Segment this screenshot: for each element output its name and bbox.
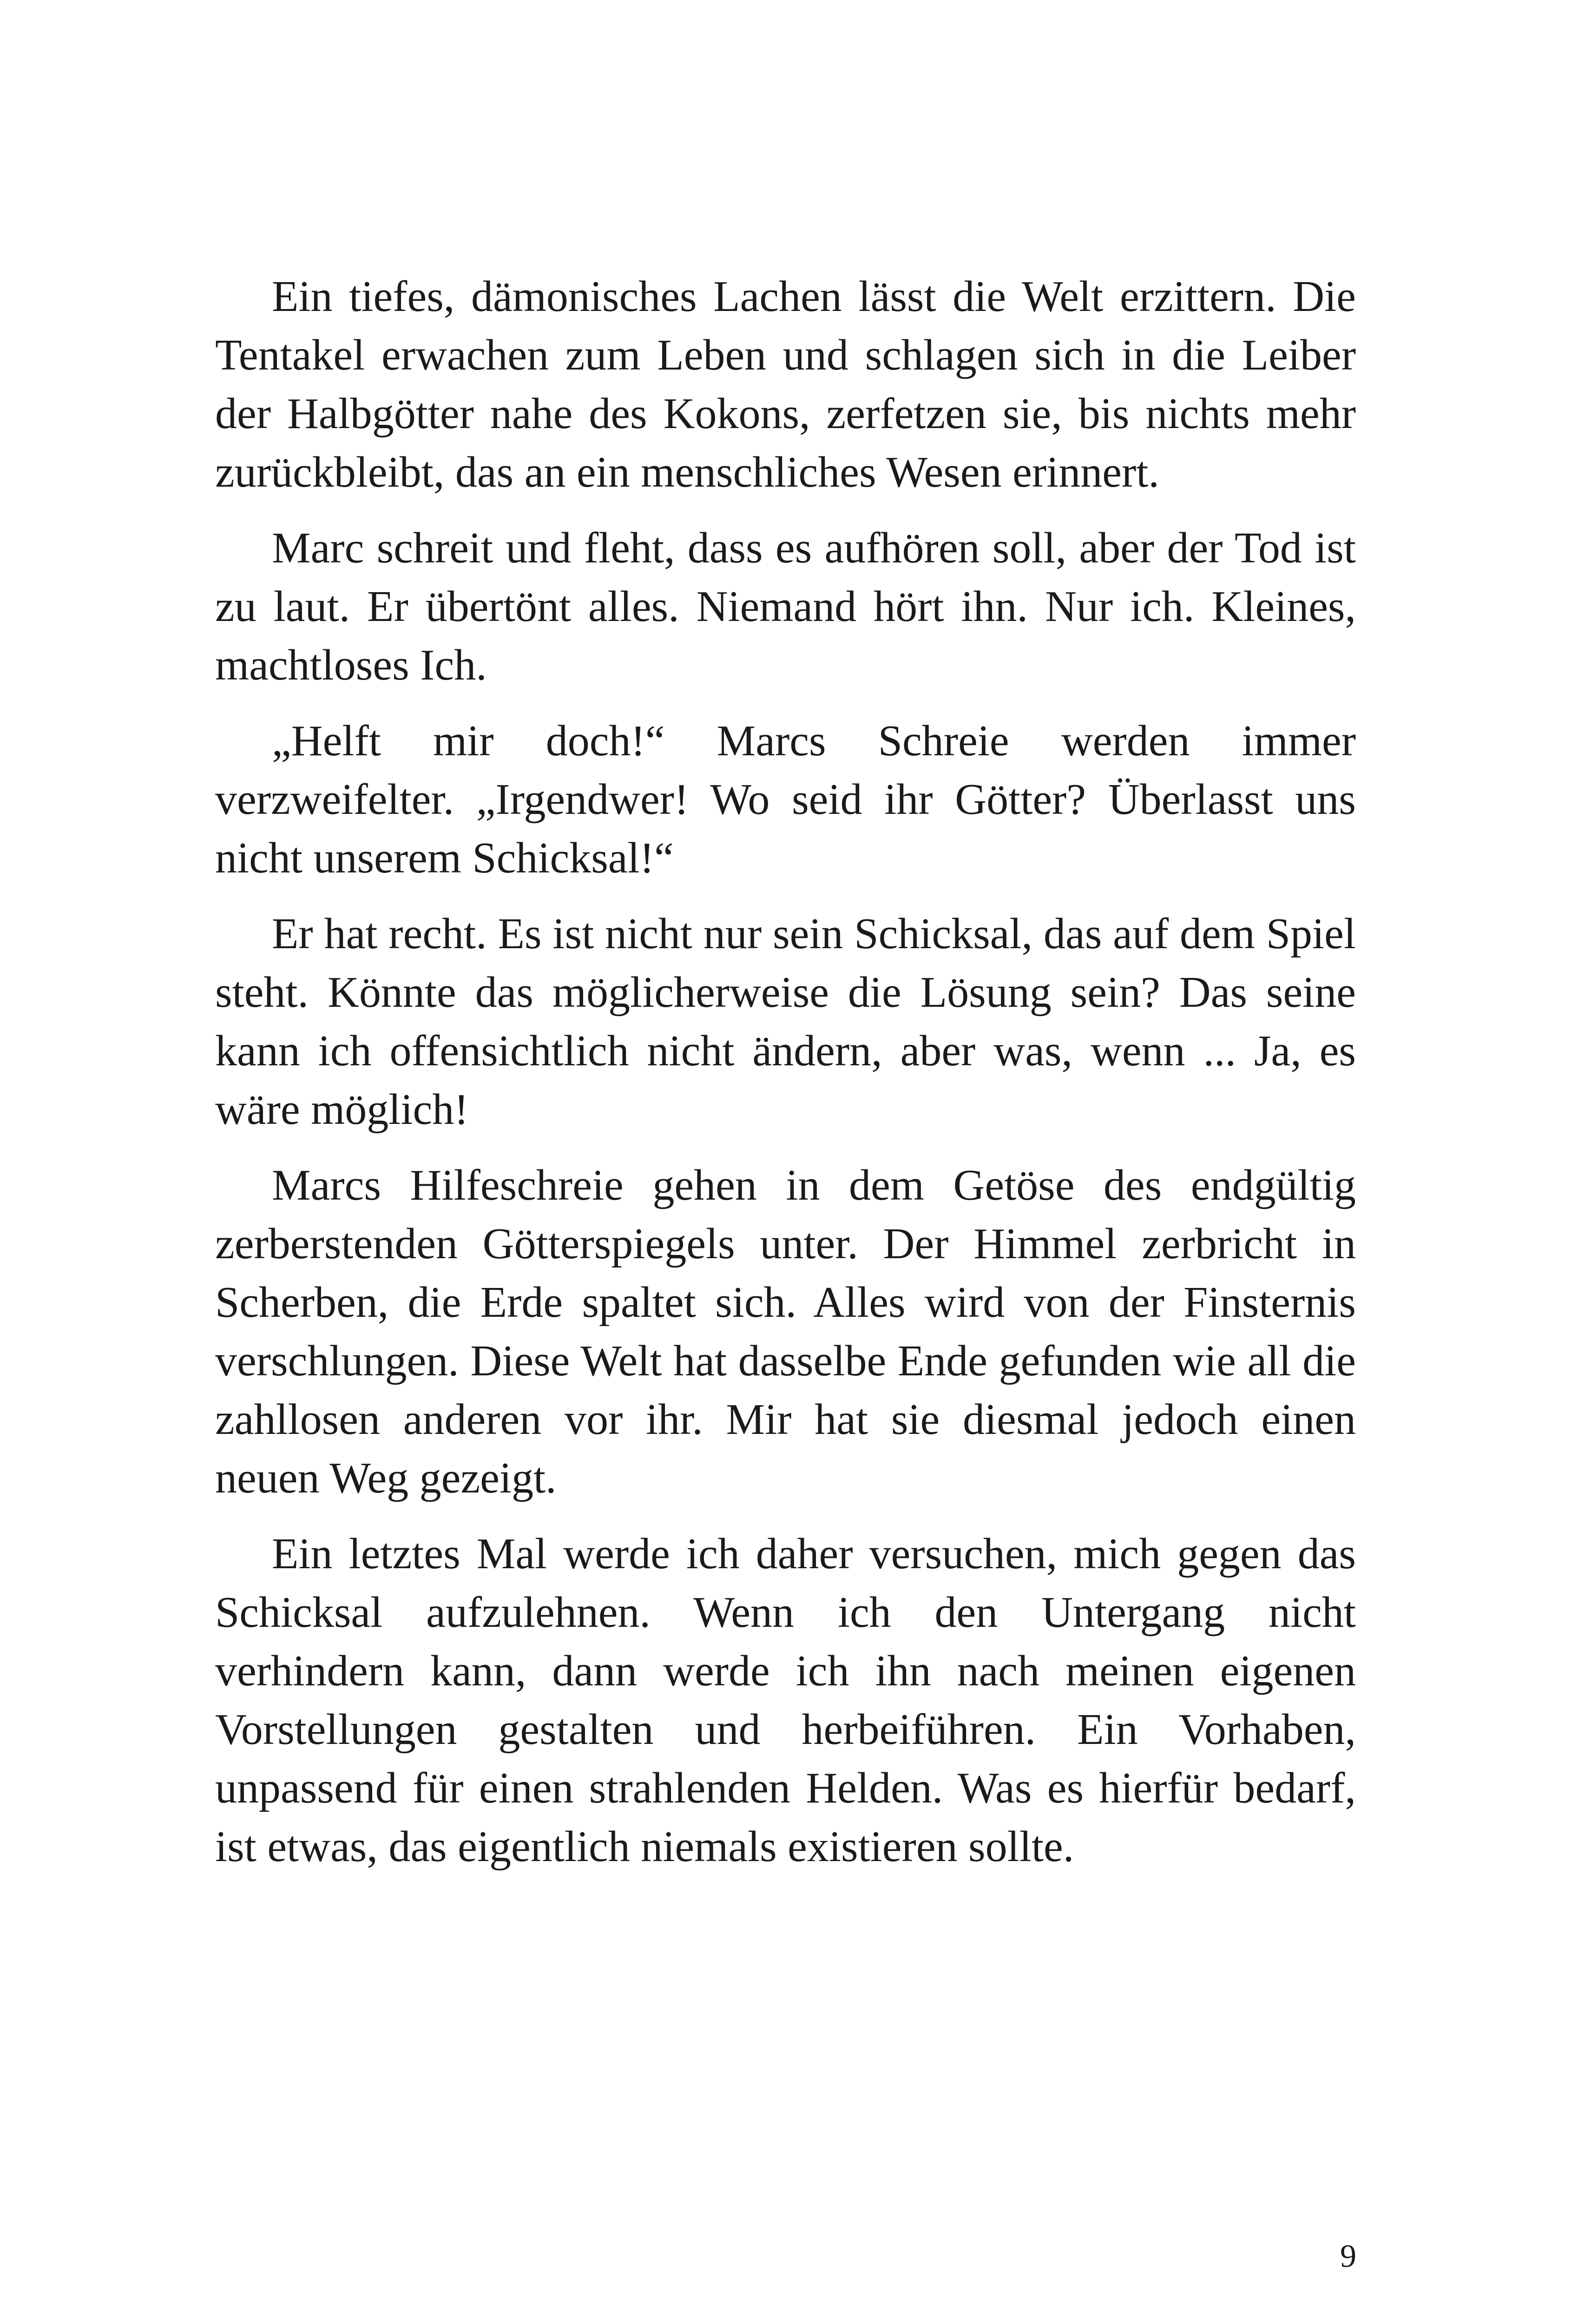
paragraph: „Helft mir doch!“ Marcs Schreie werden immer verzweifelter. „Irgendwer! Wo seid ihr Götter? Überlasst uns nicht unserem Schicksal!“ — [215, 717, 1356, 882]
paragraph: Marcs Hilfeschreie gehen in dem Getöse des endgültig zerberstenden Götterspiegels unter. Der Himmel zerbricht in Scherben, die Erde spaltet sich. Alles wird von der Finsternis verschlungen. Diese Welt hat dasselbe Ende gefunden wie all die zahllosen anderen vor ihr. Mir hat sie diesmal jedoch einen neuen Weg gezeigt. — [215, 1161, 1356, 1502]
paragraph: Er hat recht. Es ist nicht nur sein Schicksal, das auf dem Spiel steht. Könnte das möglicherweise die Lösung sein? Das seine kann ich offensichtlich nicht ändern, aber was, wenn ... Ja, es wäre möglich! — [215, 910, 1356, 1134]
page-number: 9 — [1340, 2238, 1356, 2274]
paragraph: Marc schreit und fleht, dass es aufhören soll, aber der Tod ist zu laut. Er übertönt alles. Niemand hört ihn. Nur ich. Kleines, machtloses Ich. — [215, 524, 1356, 689]
paragraph: Ein tiefes, dämonisches Lachen lässt die Welt erzittern. Die Tentakel erwachen zum Leben und schlagen sich in die Leiber der Halbgötter nahe des Kokons, zerfetzen sie, bis nichts mehr zurückbleibt, das an ein menschliches Wesen erinnert. — [215, 272, 1356, 496]
paragraph: Ein letztes Mal werde ich daher versuchen, mich gegen das Schicksal aufzulehnen. Wenn ich den Untergang nicht verhindern kann, dann werde ich ihn nach meinen eigenen Vorstellungen gestalten und herbeiführen. Ein Vorhaben, unpassend für einen strahlenden Helden. Was es hierfür bedarf, ist etwas, das eigentlich niemals existieren sollte. — [215, 1530, 1356, 1871]
body-text — [215, 267, 1356, 1893]
